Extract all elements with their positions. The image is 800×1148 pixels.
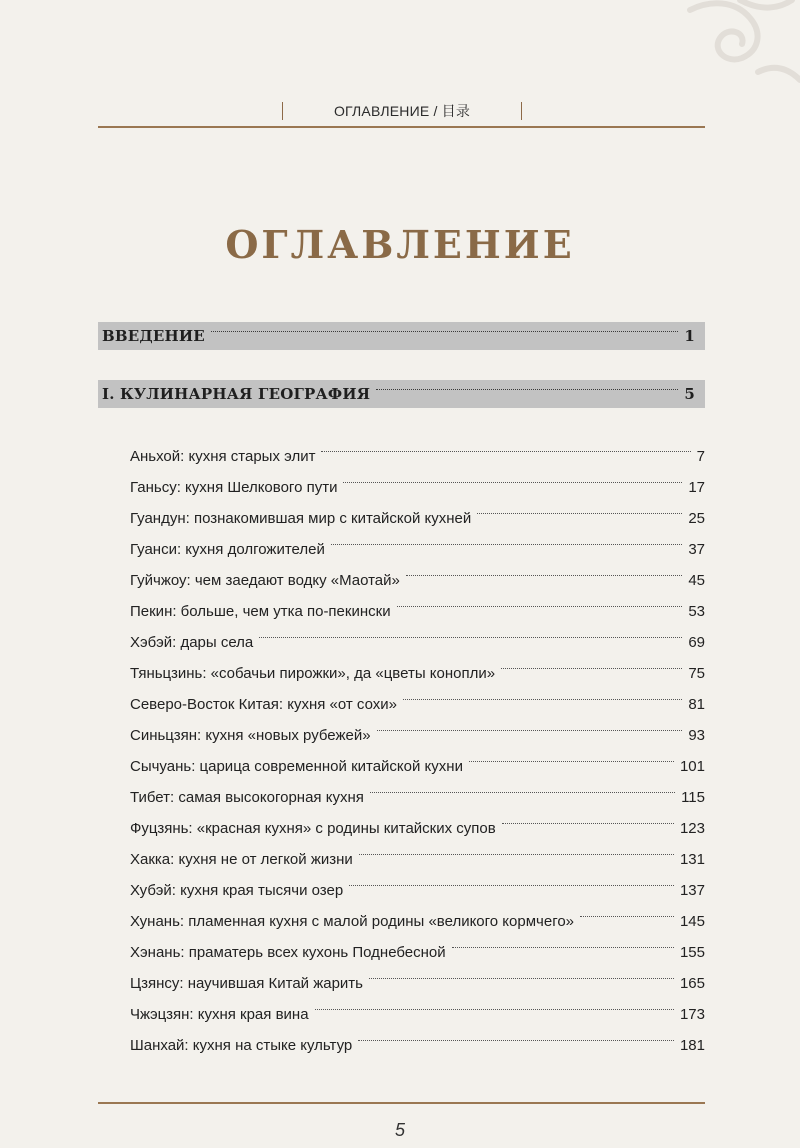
dot-leader (397, 606, 683, 607)
toc-entry-page: 75 (688, 664, 705, 682)
toc-entry-page: 145 (679, 912, 705, 930)
toc-entry[interactable] (130, 939, 705, 965)
dot-leader (343, 482, 682, 483)
toc-entry-label: Хунань: пламенная кухня с малой родины «великого кормчего» (130, 912, 575, 930)
dot-leader (403, 699, 682, 700)
header-rule (98, 126, 705, 128)
toc-entry-label: Хакка: кухня не от легкой жизни (130, 850, 353, 868)
dot-leader (406, 575, 682, 576)
toc-entry-page: 115 (681, 788, 705, 806)
toc-entry-label: Гуандун: познакомившая мир с китайской кухней (130, 509, 472, 527)
toc-entry-label: Аньхой: кухня старых элит (130, 447, 316, 465)
toc-entry-label: Тибет: самая высокогорная кухня (130, 788, 364, 806)
dot-leader (359, 854, 674, 855)
dot-leader (502, 823, 674, 824)
toc-section-page: 1 (684, 327, 695, 345)
toc-entry-page: 155 (679, 943, 705, 961)
toc-entry-page: 181 (679, 1036, 705, 1054)
toc-entry-label: Сычуань: царица современной китайской кухни (130, 757, 463, 775)
toc-section[interactable] (98, 322, 705, 350)
dot-leader (377, 730, 683, 731)
dot-leader (477, 513, 682, 514)
toc-entry[interactable] (130, 846, 705, 872)
toc-entry[interactable] (130, 784, 705, 810)
toc-entry[interactable] (130, 970, 705, 996)
dot-leader (259, 637, 682, 638)
toc-entry-label: Северо-Восток Китая: кухня «от сохи» (130, 695, 397, 713)
toc-entry-page: 69 (688, 633, 705, 651)
toc-entry-label: Гуанси: кухня долгожителей (130, 540, 325, 558)
toc-entry-label: Тяньцзинь: «собачьи пирожки», да «цветы конопли» (130, 664, 496, 682)
toc-entry-label: Цзянсу: научившая Китай жарить (130, 974, 363, 992)
dot-leader (331, 544, 682, 545)
dot-leader (349, 885, 674, 886)
toc-entry[interactable] (130, 1032, 705, 1058)
toc-entry[interactable] (130, 722, 705, 748)
dot-leader (211, 331, 678, 332)
dot-leader (370, 792, 675, 793)
toc-entry[interactable] (130, 753, 705, 779)
toc-entry-page: 123 (679, 819, 705, 837)
dot-leader (315, 1009, 674, 1010)
toc-entry-label: Гуйчжоу: чем заедают водку «Маотай» (130, 571, 400, 589)
toc-entry[interactable] (130, 877, 705, 903)
toc-entry-page: 131 (679, 850, 705, 868)
dot-leader (501, 668, 682, 669)
page-title: ОГЛАВЛЕНИЕ (225, 222, 575, 267)
toc-entry-label: Фуцзянь: «красная кухня» с родины китайских супов (130, 819, 496, 837)
toc-entry[interactable] (130, 567, 705, 593)
toc-entry-label: Чжэцзян: кухня края вина (130, 1005, 309, 1023)
toc-entry[interactable] (130, 443, 705, 469)
toc-entry-page: 137 (679, 881, 705, 899)
toc-entry-page: 173 (679, 1005, 705, 1023)
toc-entry-page: 17 (688, 478, 705, 496)
toc-entry-page: 25 (688, 509, 705, 527)
page-number: 5 (394, 1120, 405, 1140)
dot-leader (358, 1040, 674, 1041)
corner-ornament (670, 0, 800, 90)
toc-section[interactable] (98, 380, 705, 408)
toc-section-label: ВВЕДЕНИЕ (102, 327, 205, 345)
toc-entry-label: Хубэй: кухня края тысячи озер (130, 881, 344, 899)
toc-entry-page: 45 (688, 571, 705, 589)
toc-entry-page: 37 (688, 540, 705, 558)
toc-entry[interactable] (130, 908, 705, 934)
toc-entry-label: Хэнань: праматерь всех кухонь Поднебесной (130, 943, 446, 961)
dot-leader (369, 978, 674, 979)
dot-leader (580, 916, 674, 917)
toc-entry[interactable] (130, 660, 705, 686)
toc-entry[interactable] (130, 536, 705, 562)
toc-entry-page: 101 (679, 757, 705, 775)
toc-entry[interactable] (130, 691, 705, 717)
toc-entry-label: Синьцзян: кухня «новых рубежей» (130, 726, 371, 744)
toc-entry[interactable] (130, 1001, 705, 1027)
toc-entry-label: Хэбэй: дары села (130, 633, 254, 651)
toc-entry[interactable] (130, 629, 705, 655)
toc-entry-label: Шанхай: кухня на стыке культур (130, 1036, 353, 1054)
toc-entry-page: 93 (688, 726, 705, 744)
dot-leader (321, 451, 690, 452)
running-header (98, 96, 705, 128)
toc-entry-page: 165 (679, 974, 705, 992)
toc-entry-page: 7 (696, 447, 705, 465)
toc-section-page: 5 (684, 385, 695, 403)
dot-leader (452, 947, 674, 948)
toc-entry-page: 81 (688, 695, 705, 713)
toc-entry[interactable] (130, 598, 705, 624)
toc-entry[interactable] (130, 505, 705, 531)
toc-entry[interactable] (130, 815, 705, 841)
dot-leader (469, 761, 674, 762)
running-header-label: ОГЛАВЛЕНИЕ / 目录 (282, 96, 522, 126)
toc-entry[interactable] (130, 474, 705, 500)
footer-rule (98, 1102, 705, 1104)
toc-entry-label: Ганьсу: кухня Шелкового пути (130, 478, 338, 496)
toc-entry-page: 53 (688, 602, 705, 620)
dot-leader (376, 389, 678, 390)
toc-entry-label: Пекин: больше, чем утка по-пекински (130, 602, 391, 620)
toc-section-label: I. КУЛИНАРНАЯ ГЕОГРАФИЯ (102, 385, 371, 403)
